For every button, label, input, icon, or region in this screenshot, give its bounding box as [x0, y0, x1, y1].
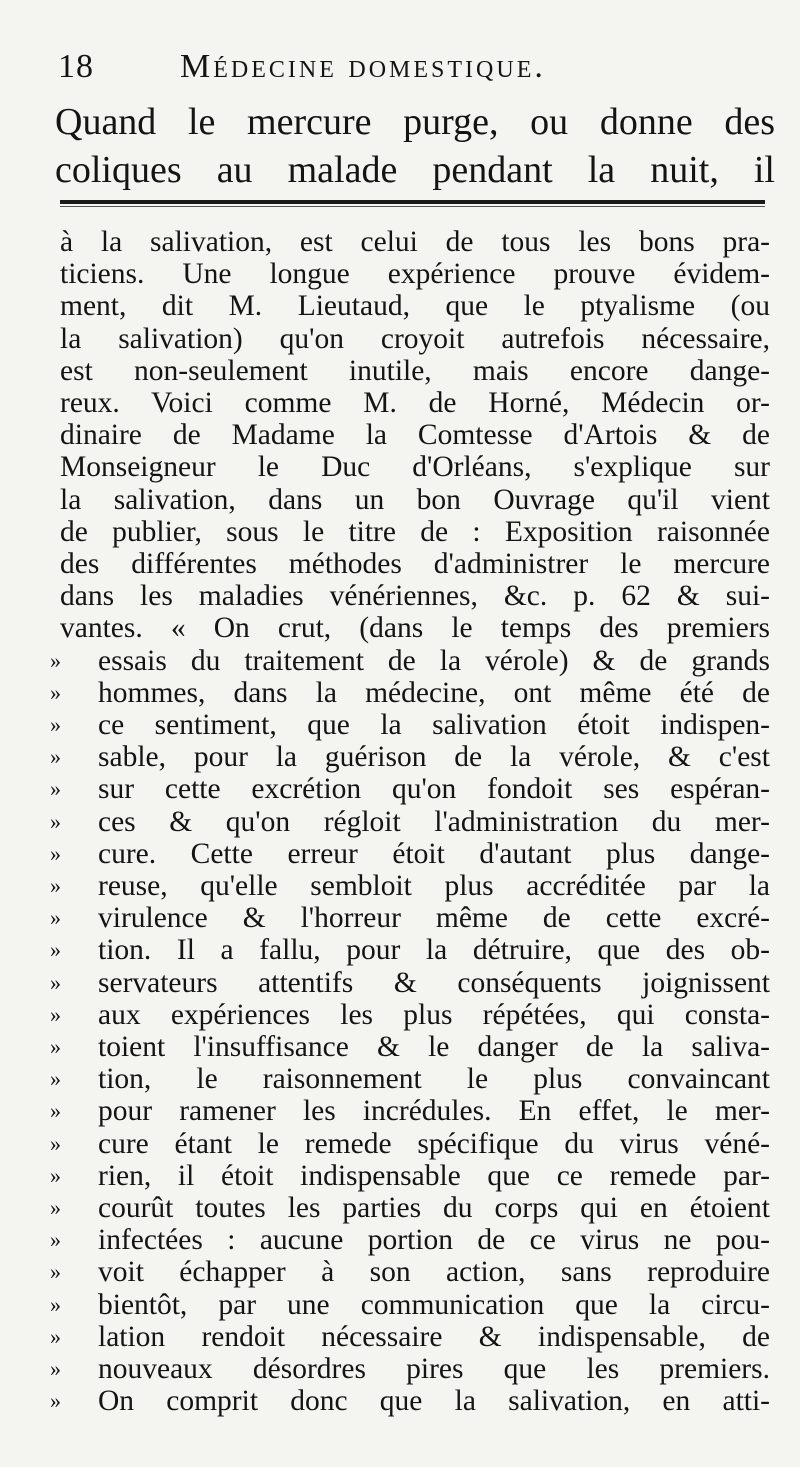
text-line: Monseigneur le Duc d'Orléans, s'explique sur [60, 451, 770, 483]
running-title: Médecine domestique. [180, 48, 546, 85]
text-line: rien, il étoit indispensable que ce remede par- [98, 1160, 770, 1192]
quote-mark: » [50, 841, 61, 866]
text-line: sur cette excrétion qu'on fondoit ses espéran- [98, 773, 770, 805]
quote-mark: » [50, 905, 61, 930]
text-line: nouveaux désordres pires que les premiers. [98, 1353, 770, 1385]
quote-mark: » [50, 648, 61, 673]
text-line: ment, dit M. Lieutaud, que le ptyalisme (ou [60, 290, 770, 322]
text-line: la salivation, dans un bon Ouvrage qu'il vient [60, 484, 770, 516]
quote-mark: » [50, 1098, 61, 1123]
text-line: voit échapper à son action, sans reproduire [98, 1256, 770, 1288]
text-line: infectées : aucune portion de ce virus ne pou- [98, 1224, 770, 1256]
text-line: tion, le raisonnement le plus convaincant [98, 1063, 770, 1095]
text-line: reux. Voici comme M. de Horné, Médecin or- [60, 387, 770, 419]
text-line: pour ramener les incrédules. En effet, le mer- [98, 1095, 770, 1127]
quote-mark: » [50, 1259, 61, 1284]
text-line: hommes, dans la médecine, ont même été de [98, 677, 770, 709]
text-line: dinaire de Madame la Comtesse d'Artois & de [60, 419, 770, 451]
text-line: courût toutes les parties du corps qui en étoient [98, 1192, 770, 1224]
quote-mark: » [50, 873, 61, 898]
quote-mark: » [50, 970, 61, 995]
text-line: est non-seulement inutile, mais encore dange- [60, 355, 770, 387]
text-line: aux expériences les plus répétées, qui consta- [98, 999, 770, 1031]
quote-mark: » [50, 1002, 61, 1027]
quote-mark: » [50, 1163, 61, 1188]
page-number: 18 [58, 48, 94, 85]
text-line: ce sentiment, que la salivation étoit indispen- [98, 709, 770, 741]
quote-mark: » [50, 1227, 61, 1252]
horizontal-rule-thin [60, 206, 765, 207]
quote-mark: » [50, 1195, 61, 1220]
text-line: de publier, sous le titre de : Exposition raisonnée [60, 516, 770, 548]
text-line: ticiens. Une longue expérience prouve évidem- [60, 258, 770, 290]
horizontal-rule [60, 200, 765, 204]
quote-mark: » [50, 1034, 61, 1059]
text-line: coliques au malade pendant la nuit, il [55, 149, 775, 191]
quote-mark: » [50, 1356, 61, 1381]
quote-mark: » [50, 1388, 61, 1413]
page-header [58, 48, 758, 98]
quote-mark: » [50, 680, 61, 705]
text-line: toient l'insuffisance & le danger de la saliva- [98, 1031, 770, 1063]
text-line: cure étant le remede spécifique du virus véné- [98, 1128, 770, 1160]
text-line: virulence & l'horreur même de cette excré- [98, 902, 770, 934]
text-line: Quand le mercure purge, ou donne des [55, 101, 775, 143]
quote-mark: » [50, 776, 61, 801]
text-line: dans les maladies vénériennes, &c. p. 62 & sui- [60, 580, 770, 612]
text-line: reuse, qu'elle sembloit plus accréditée par la [98, 870, 770, 902]
text-line: lation rendoit nécessaire & indispensable, de [98, 1321, 770, 1353]
text-line: des différentes méthodes d'administrer le mercure [60, 548, 770, 580]
text-line: On comprit donc que la salivation, en atti- [98, 1385, 770, 1417]
quote-mark: » [50, 1131, 61, 1156]
text-line: bientôt, par une communication que la circu- [98, 1289, 770, 1321]
quote-mark: » [50, 712, 61, 737]
text-line: sable, pour la guérison de la vérole, & c'est [98, 741, 770, 773]
text-line: cure. Cette erreur étoit d'autant plus dange- [98, 838, 770, 870]
quote-mark: » [50, 1292, 61, 1317]
quote-mark: » [50, 1066, 61, 1091]
text-line: vantes. « On crut, (dans le temps des premiers [60, 612, 770, 644]
text-line: à la salivation, est celui de tous les bons pra- [60, 226, 770, 258]
text-line: tion. Il a fallu, pour la détruire, que des ob- [98, 934, 770, 966]
quote-mark: » [50, 937, 61, 962]
quote-mark: » [50, 744, 61, 769]
text-line: servateurs attentifs & conséquents joignissent [98, 967, 770, 999]
text-line: essais du traitement de la vérole) & de grands [98, 645, 770, 677]
text-line: ces & qu'on régloit l'administration du mer- [98, 806, 770, 838]
text-line: la salivation) qu'on croyoit autrefois nécessaire, [60, 323, 770, 355]
quote-mark: » [50, 809, 61, 834]
quote-mark: » [50, 1324, 61, 1349]
